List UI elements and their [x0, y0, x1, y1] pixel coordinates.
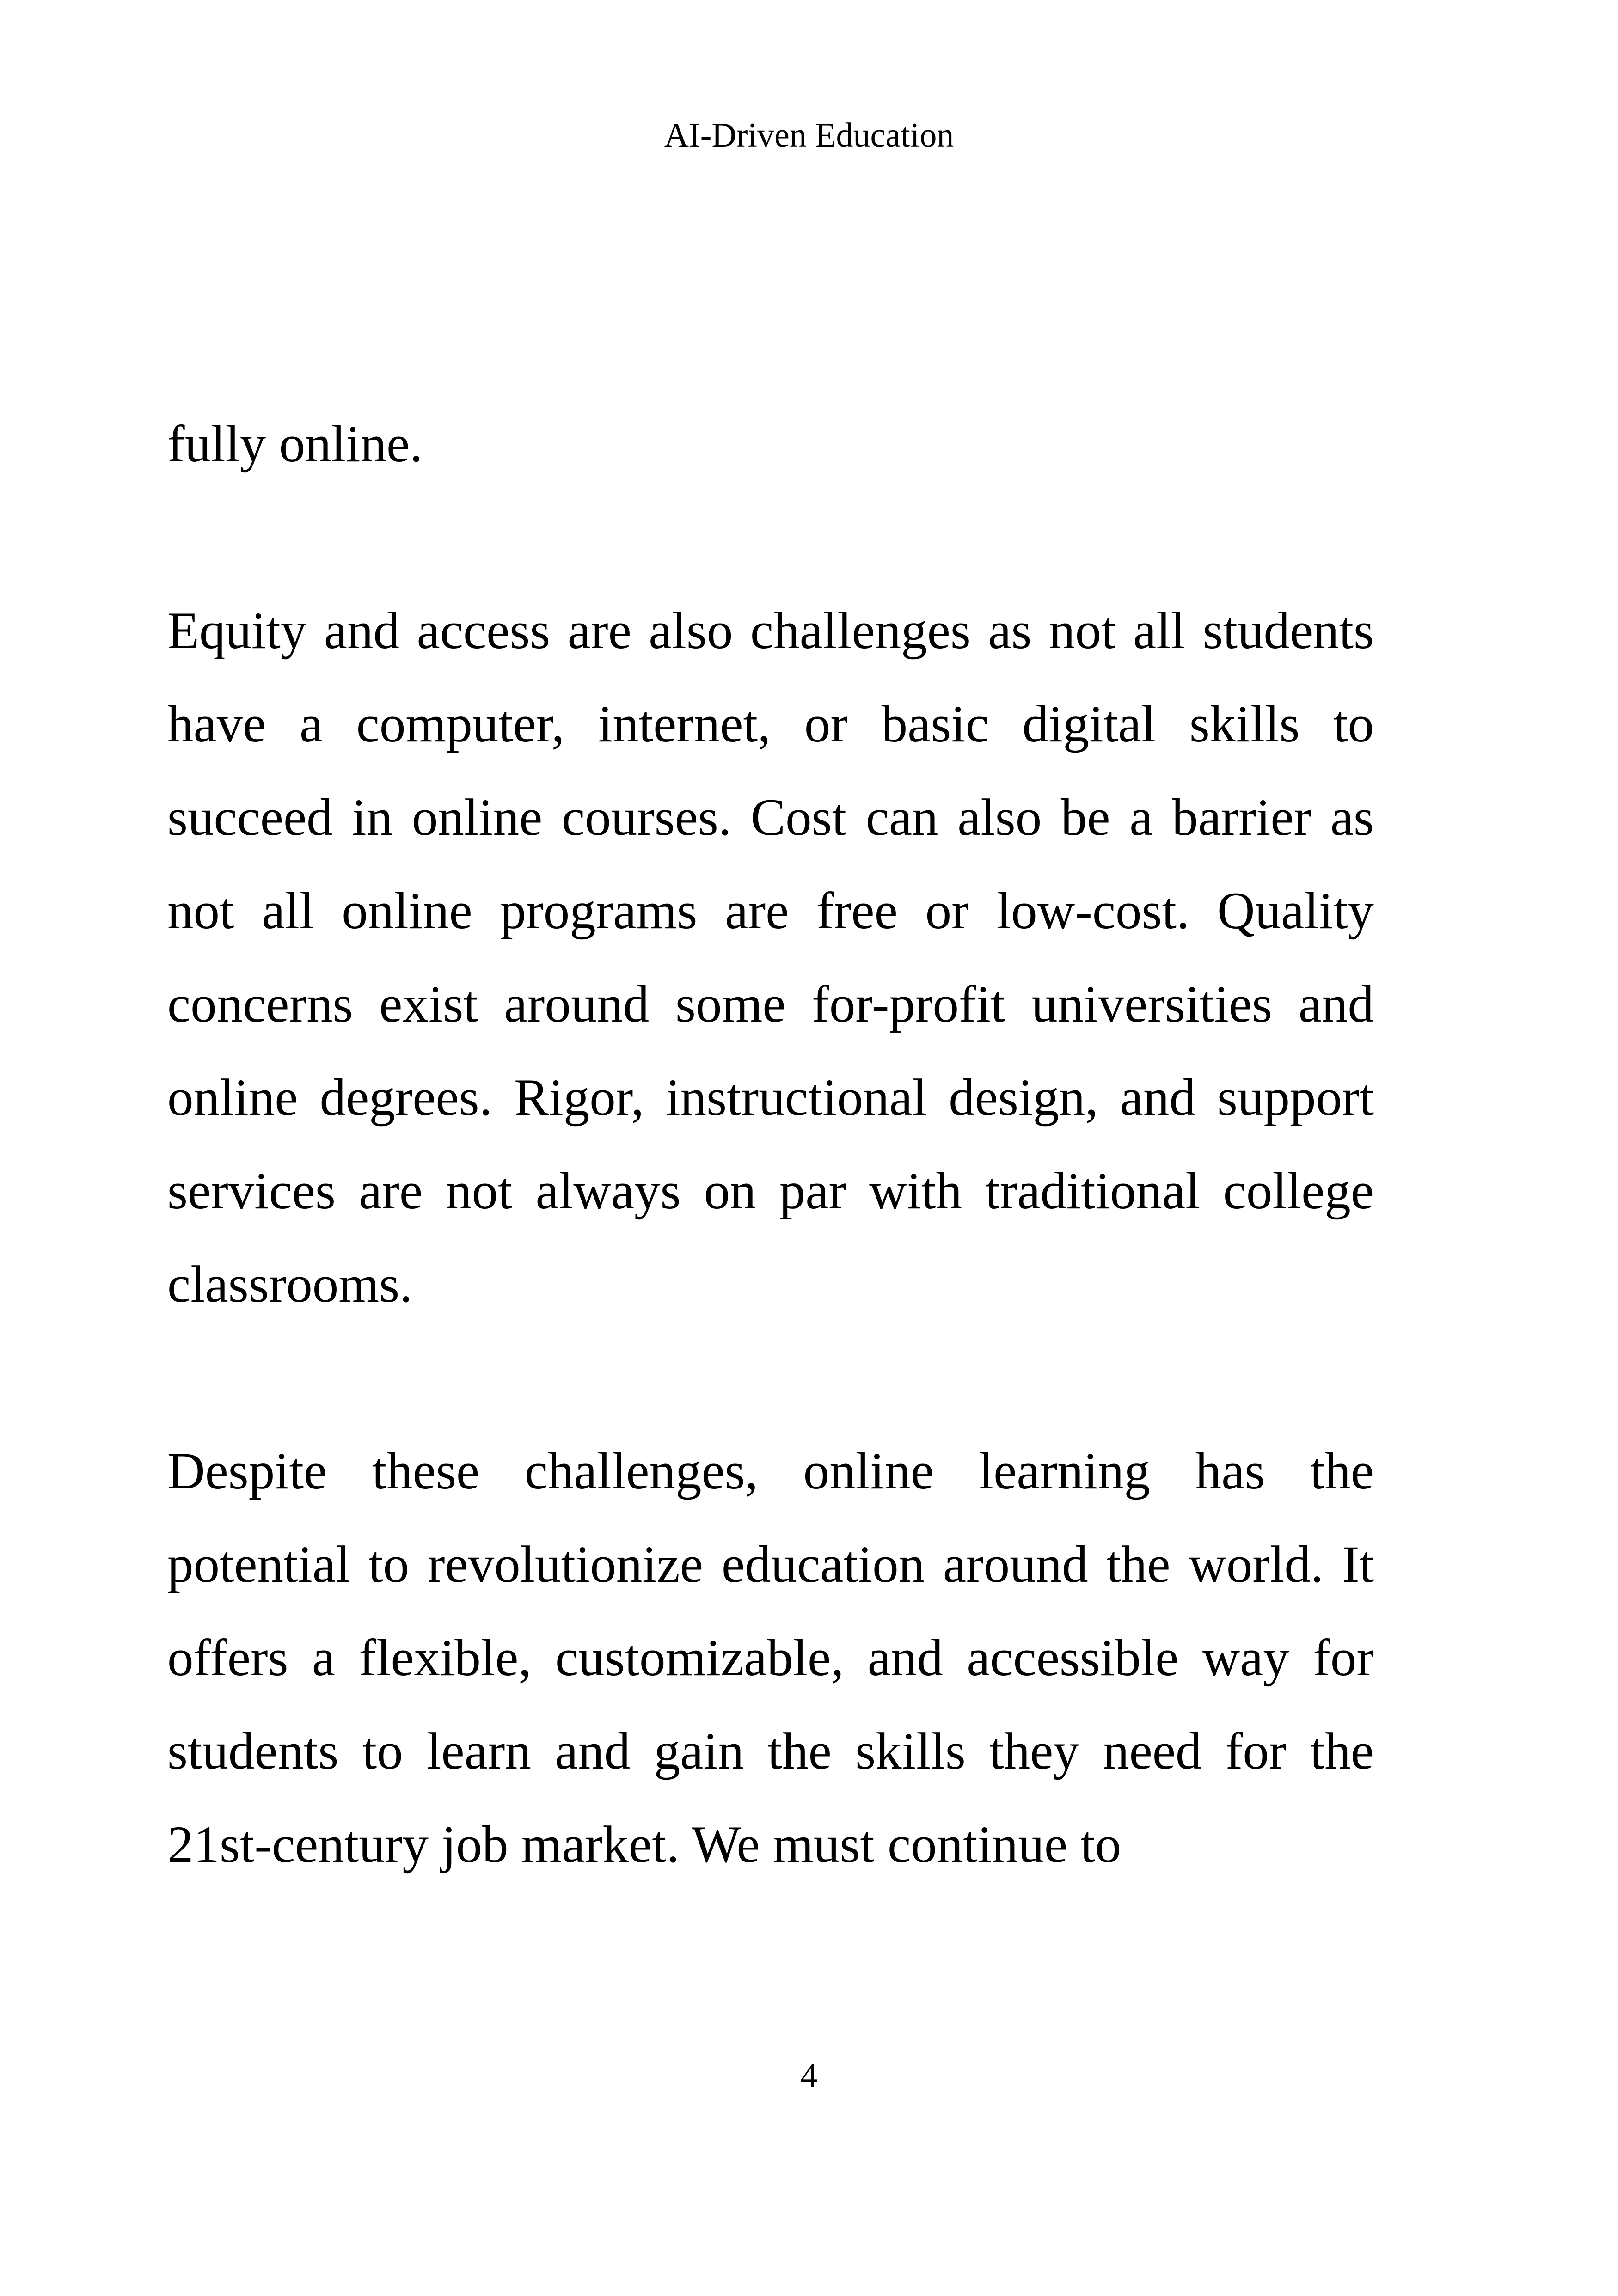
page-number: 4	[800, 2057, 818, 2094]
paragraph-continuation: fully online.	[167, 415, 423, 473]
paragraph-equity-access: Equity and access are also challenges as not all students have a computer, internet, or basic digital skills to succeed in online courses. Cost can also be a barrier as not all online programs are free or low-cost. Quality concerns exist around some for-profit universities and online degrees. Rigor, instructional design, and support services are not always on par with traditional college classrooms.	[167, 602, 1374, 1313]
body-text	[167, 398, 1374, 1892]
running-header: AI-Driven Education	[664, 116, 954, 154]
paragraph-despite-challenges: Despite these challenges, online learning has the potential to revolutionize education around the world. It offers a flexible, customizable, and accessible way for students to learn and gain the skills they need for the 21st-century job market. We must continue to	[167, 1442, 1374, 1874]
